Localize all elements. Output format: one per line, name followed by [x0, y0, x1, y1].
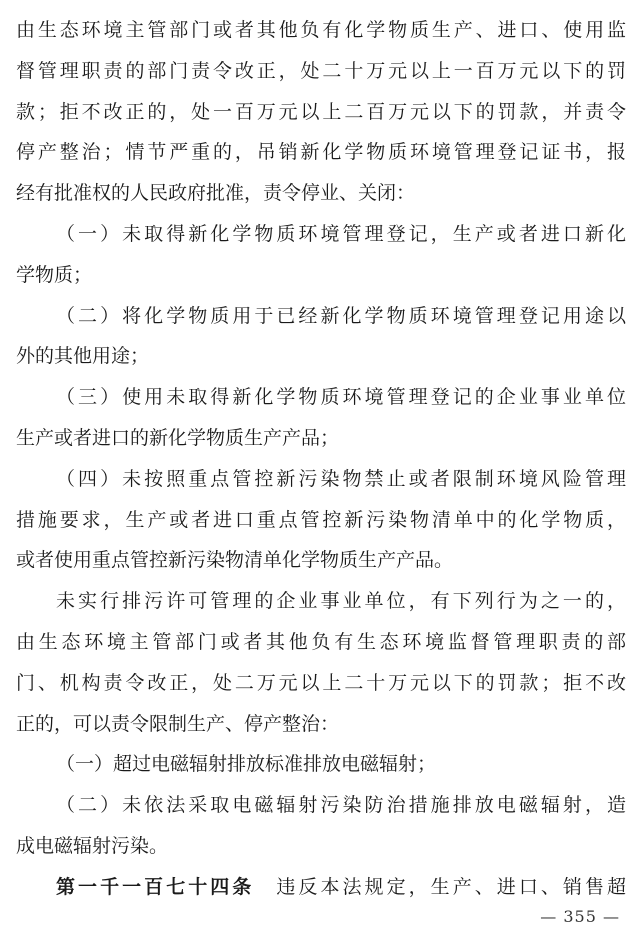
text-line: 由生态环境主管部门或者其他负有化学物质生产、进口、使用监 [16, 19, 626, 41]
text-line: 或者使用重点管控新污染物清单化学物质生产产品。 [16, 549, 454, 572]
text-line: 措施要求，生产或者进口重点管控新污染物清单中的化学物质， [16, 508, 626, 531]
document-body [16, 10, 626, 908]
text-line: 停产整治；情节严重的，吊销新化学物质环境管理登记证书，报 [16, 141, 626, 164]
paragraph-start-line: 未实行排污许可管理的企业事业单位，有下列行为之一的， [56, 590, 626, 613]
list-item-line: （四）未按照重点管控新污染物禁止或者限制环境风险管理 [56, 467, 626, 490]
text-line: 款；拒不改正的，处一百万元以上二百万元以下的罚款，并责令 [16, 100, 626, 123]
list-item-line: （一）超过电磁辐射排放标准排放电磁辐射； [56, 753, 437, 776]
text-line: 生产或者进口的新化学物质生产产品； [16, 426, 340, 449]
text-line: 外的其他用途； [16, 345, 150, 368]
article-line [16, 867, 626, 908]
list-item-line: （一）未取得新化学物质环境管理登记，生产或者进口新化 [56, 222, 626, 245]
page-number: — 355 — [540, 907, 620, 926]
text-line: 正的，可以责令限制生产、停产整治： [16, 712, 340, 735]
text-line: 由生态环境主管部门或者其他负有生态环境监督管理职责的部 [16, 630, 626, 653]
list-item-line: （三）使用未取得新化学物质环境管理登记的企业事业单位 [56, 386, 626, 409]
text-line: 督管理职责的部门责令改正，处二十万元以上一百万元以下的罚 [16, 59, 626, 82]
article-text: 违反本法规定，生产、进口、销售超 [273, 875, 626, 898]
text-line: 门、机构责令改正，处二万元以上二十万元以下的罚款；拒不改 [16, 671, 626, 694]
text-line: 经有批准权的人民政府批准，责令停业、关闭： [16, 182, 416, 205]
text-line: 成电磁辐射污染。 [16, 834, 169, 857]
article-number: 第一千一百七十四条 [56, 875, 255, 898]
list-item-line: （二）未依法采取电磁辐射污染防治措施排放电磁辐射，造 [56, 794, 626, 817]
text-line: 学物质； [16, 263, 93, 286]
article-spacer [254, 876, 273, 898]
list-item-line: （二）将化学物质用于已经新化学物质环境管理登记用途以 [56, 304, 626, 327]
